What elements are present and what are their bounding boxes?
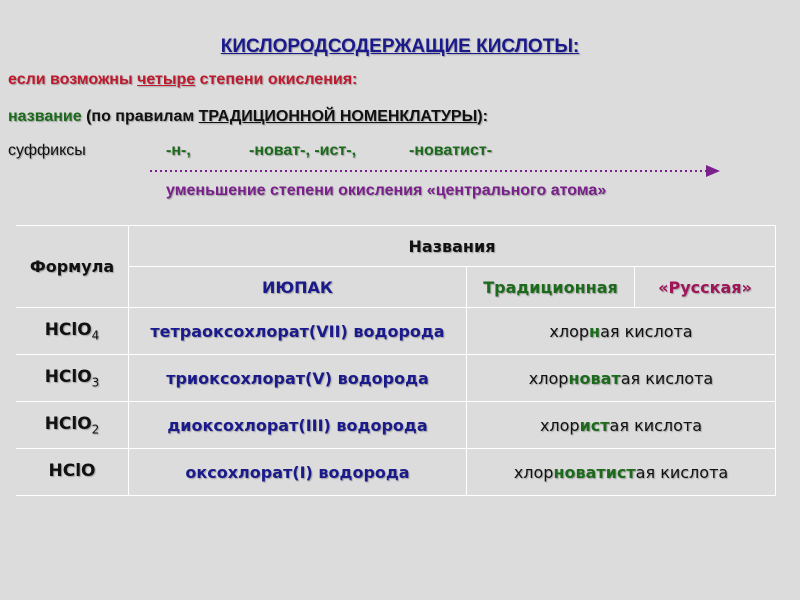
traditional-header: Традиционная bbox=[467, 267, 635, 308]
traditional-name-cell bbox=[467, 402, 776, 449]
page-title: КИСЛОРОДСОДЕРЖАЩИЕ КИСЛОТЫ: bbox=[220, 36, 580, 57]
line2-part-d: ): bbox=[477, 108, 488, 125]
iupac-name-cell: диоксохлорат(III) водорода bbox=[129, 402, 467, 449]
acids-table bbox=[16, 225, 776, 496]
suffix-novatist: -новатист- bbox=[409, 142, 493, 159]
traditional-name-cell bbox=[467, 355, 776, 402]
name-ending: ая кислота bbox=[600, 321, 693, 341]
suffixes-line bbox=[8, 142, 493, 160]
line2-part-b: (по правилам bbox=[81, 108, 199, 125]
name-root: хлор bbox=[539, 415, 580, 435]
line2-name-word: название bbox=[8, 108, 82, 125]
name-suffix: н bbox=[589, 321, 601, 341]
formula-subscript: 3 bbox=[91, 375, 100, 390]
name-suffix: ист bbox=[579, 415, 610, 435]
line2-nomenclature: ТРАДИЦИОННОЙ НОМЕНКЛАТУРЫ bbox=[198, 108, 478, 125]
line1-part-c: степени окисления: bbox=[195, 71, 358, 88]
name-suffix: новатист bbox=[553, 462, 636, 482]
naming-rule-line bbox=[8, 108, 488, 126]
formula-text: HClO bbox=[44, 319, 92, 340]
arrow-caption: уменьшение степени окисления «центрального атома» bbox=[166, 182, 607, 199]
formula-header: Формула bbox=[16, 226, 129, 308]
table-row bbox=[16, 402, 776, 449]
formula-cell bbox=[16, 355, 129, 402]
table-subheader-row bbox=[16, 267, 776, 308]
name-root: хлор bbox=[513, 462, 554, 482]
table-row bbox=[16, 308, 776, 355]
oxidation-states-line bbox=[8, 71, 357, 89]
table-header-row bbox=[16, 226, 776, 267]
table-row bbox=[16, 355, 776, 402]
name-ending: ая кислота bbox=[635, 462, 729, 482]
iupac-name-cell: оксохлорат(I) водорода bbox=[129, 449, 467, 496]
suffixes-label: суффиксы bbox=[8, 142, 86, 159]
line1-emphasis: четыре bbox=[137, 71, 196, 88]
formula-subscript: 2 bbox=[91, 422, 100, 437]
formula-cell bbox=[16, 308, 129, 355]
iupac-header: ИЮПАК bbox=[129, 267, 467, 308]
line1-part-a: если возможны bbox=[8, 71, 138, 88]
name-ending: ая кислота bbox=[609, 415, 703, 435]
table-row bbox=[16, 449, 776, 496]
formula-text: HClO bbox=[48, 460, 96, 481]
name-ending: ая кислота bbox=[620, 368, 714, 388]
formula-text: HClO bbox=[44, 413, 92, 434]
formula-cell bbox=[16, 402, 129, 449]
iupac-name-cell: триоксохлорат(V) водорода bbox=[129, 355, 467, 402]
traditional-name-cell bbox=[467, 308, 776, 355]
name-suffix: новат bbox=[568, 368, 621, 388]
russian-header: «Русская» bbox=[635, 267, 776, 308]
name-root: хлор bbox=[528, 368, 569, 388]
formula-cell bbox=[16, 449, 129, 496]
formula-subscript: 4 bbox=[91, 328, 100, 343]
names-header: Названия bbox=[129, 226, 776, 267]
formula-text: HClO bbox=[44, 366, 92, 387]
traditional-name-cell bbox=[467, 449, 776, 496]
name-root: хлор bbox=[549, 321, 590, 341]
iupac-name-cell: тетраоксохлорат(VII) водорода bbox=[129, 308, 467, 355]
suffix-n: -н-, bbox=[166, 142, 191, 159]
suffix-novat-ist: -новат-, -ист-, bbox=[249, 142, 357, 159]
dotted-arrow-icon bbox=[150, 164, 720, 178]
